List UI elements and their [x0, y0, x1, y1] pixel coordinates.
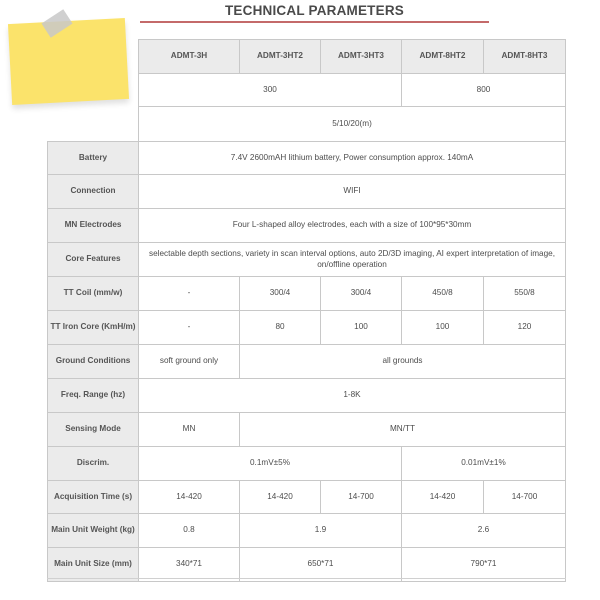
empty-label-cell — [48, 107, 139, 142]
table-row — [48, 481, 566, 514]
size-value-3h: 340*71 — [139, 548, 240, 582]
table-row — [48, 345, 566, 379]
weight-value-3h: 0.8 — [139, 514, 240, 548]
table-row — [48, 413, 566, 447]
tt-iron-core-value: - — [139, 311, 240, 345]
depth-value-3h: 300 — [139, 74, 402, 107]
table-row — [48, 209, 566, 243]
acquisition-value: 14-700 — [484, 481, 566, 514]
model-header: ADMT-3HT3 — [321, 40, 402, 74]
ground-value-all: all grounds — [240, 345, 566, 379]
model-header: ADMT-8HT3 — [484, 40, 566, 74]
sensing-value-mntt: MN/TT — [240, 413, 566, 447]
tt-iron-core-value: 100 — [321, 311, 402, 345]
acquisition-value: 14-700 — [321, 481, 402, 514]
size-value-3ht: 650*71 — [240, 548, 402, 582]
connection-value: WIFI — [139, 175, 566, 209]
table-row — [48, 142, 566, 175]
table-row — [48, 447, 566, 481]
tt-coil-value: - — [139, 277, 240, 311]
table-row-models — [48, 40, 566, 74]
tt-coil-value: 550/8 — [484, 277, 566, 311]
table-row — [48, 175, 566, 209]
row-label: Ground Conditions — [48, 345, 139, 379]
core-features-value: selectable depth sections, variety in scan interval options, auto 2D/3D imaging, AI expert interpretation of image, on/offline operation — [139, 243, 566, 277]
battery-value: 7.4V 2600mAH lithium battery, Power consumption approx. 140mA — [139, 142, 566, 175]
page-title: TECHNICAL PARAMETERS — [224, 3, 404, 18]
row-label: Main Unit Weight (kg) — [48, 514, 139, 548]
table-row — [48, 548, 566, 582]
acquisition-value: 14-420 — [402, 481, 484, 514]
sensing-value-mn: MN — [139, 413, 240, 447]
tt-coil-value: 300/4 — [240, 277, 321, 311]
row-label: Discrim. — [48, 447, 139, 481]
table-row — [48, 379, 566, 413]
tt-coil-value: 300/4 — [321, 277, 402, 311]
table-row-sections — [48, 107, 566, 142]
title-underline — [140, 21, 489, 23]
row-label: Sensing Mode — [48, 413, 139, 447]
acquisition-value: 14-420 — [139, 481, 240, 514]
depth-sections-value: 5/10/20(m) — [139, 107, 566, 142]
row-label: Connection — [48, 175, 139, 209]
empty-corner-cell — [48, 40, 139, 74]
model-header: ADMT-8HT2 — [402, 40, 484, 74]
acquisition-value: 14-420 — [240, 481, 321, 514]
row-label: TT Iron Core (KmH/m) — [48, 311, 139, 345]
weight-value-8ht: 2.6 — [402, 514, 566, 548]
model-header: ADMT-3HT2 — [240, 40, 321, 74]
row-label: Freq. Range (hz) — [48, 379, 139, 413]
row-label: Battery — [48, 142, 139, 175]
table-row — [48, 514, 566, 548]
row-label: Acquisition Time (s) — [48, 481, 139, 514]
tt-coil-value: 450/8 — [402, 277, 484, 311]
model-header: ADMT-3H — [139, 40, 240, 74]
table-row — [48, 277, 566, 311]
parameters-table — [47, 39, 566, 582]
mn-electrodes-value: Four L-shaped alloy electrodes, each with a size of 100*95*30mm — [139, 209, 566, 243]
row-label: Core Features — [48, 243, 139, 277]
tt-iron-core-value: 120 — [484, 311, 566, 345]
discrim-value-8h: 0.01mV±1% — [402, 447, 566, 481]
table-row — [48, 311, 566, 345]
ground-value-soft: soft ground only — [139, 345, 240, 379]
weight-value-3ht: 1.9 — [240, 514, 402, 548]
depth-value-8h: 800 — [402, 74, 566, 107]
tt-iron-core-value: 100 — [402, 311, 484, 345]
discrim-value-3h: 0.1mV±5% — [139, 447, 402, 481]
tt-iron-core-value: 80 — [240, 311, 321, 345]
bottom-divider — [47, 578, 566, 579]
row-label: TT Coil (mm/w) — [48, 277, 139, 311]
empty-label-cell — [48, 74, 139, 107]
row-label: MN Electrodes — [48, 209, 139, 243]
size-value-8ht: 790*71 — [402, 548, 566, 582]
freq-range-value: 1-8K — [139, 379, 566, 413]
table-row-depth — [48, 74, 566, 107]
table-row — [48, 243, 566, 277]
row-label: Main Unit Size (mm) — [48, 548, 139, 582]
